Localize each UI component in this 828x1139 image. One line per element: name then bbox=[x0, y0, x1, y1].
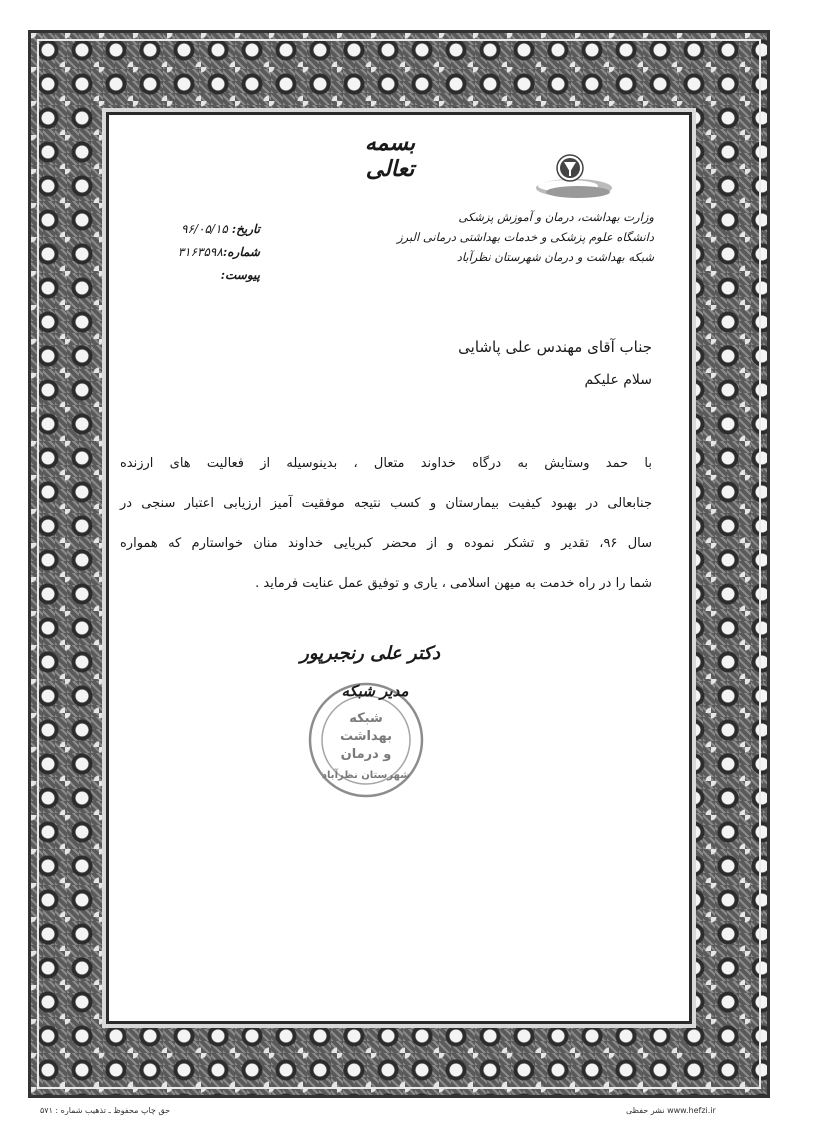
stamp-line: و درمان bbox=[340, 747, 392, 762]
addressee: جناب آقای مهندس علی پاشایی bbox=[458, 338, 652, 356]
letterhead-university: دانشگاه علوم پزشکی و خدمات بهداشتی درمانی البرز bbox=[397, 230, 654, 244]
signer-title: مدیر شبکه bbox=[341, 682, 409, 700]
body-line: سال ۹۶، تقدیر و تشکر نموده و از محضر کبریایی خداوند منان خواستارم که همواره bbox=[120, 536, 653, 551]
letterhead-ministry: وزارت بهداشت، درمان و آموزش پزشکی bbox=[458, 210, 654, 224]
date-label: تاریخ: bbox=[231, 222, 260, 236]
stamp-line: شهرستان نظرآباد bbox=[321, 770, 411, 781]
signer-name: دکتر علی رنجبرپور bbox=[300, 643, 440, 664]
basmala-heading: بسمه تعالی bbox=[364, 130, 416, 182]
body-line: با حمد وستایش به درگاه خداوند متعال ، بدینوسیله از فعالیت های ارزنده bbox=[120, 456, 652, 471]
letter-meta bbox=[170, 218, 260, 287]
stamp-line: شبکه bbox=[349, 711, 383, 726]
body-line: جنابعالی در بهبود کیفیت بیمارستان و کسب نتیجه موفقیت آمیز ارزیابی اعتبار سنجی در bbox=[120, 496, 652, 511]
letterhead bbox=[397, 207, 654, 267]
footer-publisher: www.hefzi.ir نشر حفظی bbox=[626, 1106, 716, 1115]
number-value: ۳۱۶۳۵۹۸ bbox=[177, 245, 223, 259]
ministry-logo bbox=[528, 150, 614, 202]
number-label: شماره: bbox=[222, 245, 260, 259]
body-line: شما را در راه خدمت به میهن اسلامی ، یاری و توفیق عمل عنایت فرماید . bbox=[255, 576, 652, 591]
stamp-line: بهداشت bbox=[340, 729, 392, 744]
letter-body bbox=[120, 444, 652, 604]
letterhead-network: شبکه بهداشت و درمان شهرستان نظرآباد bbox=[456, 250, 654, 264]
date-value: ۹۶/۰۵/۱۵ bbox=[181, 222, 228, 236]
attachment-label: پیوست: bbox=[220, 268, 260, 282]
greeting: سلام علیکم bbox=[584, 372, 652, 388]
footer-copyright: حق چاپ محفوظ ـ تذهیب شماره : ۵۷۱ bbox=[40, 1106, 171, 1115]
